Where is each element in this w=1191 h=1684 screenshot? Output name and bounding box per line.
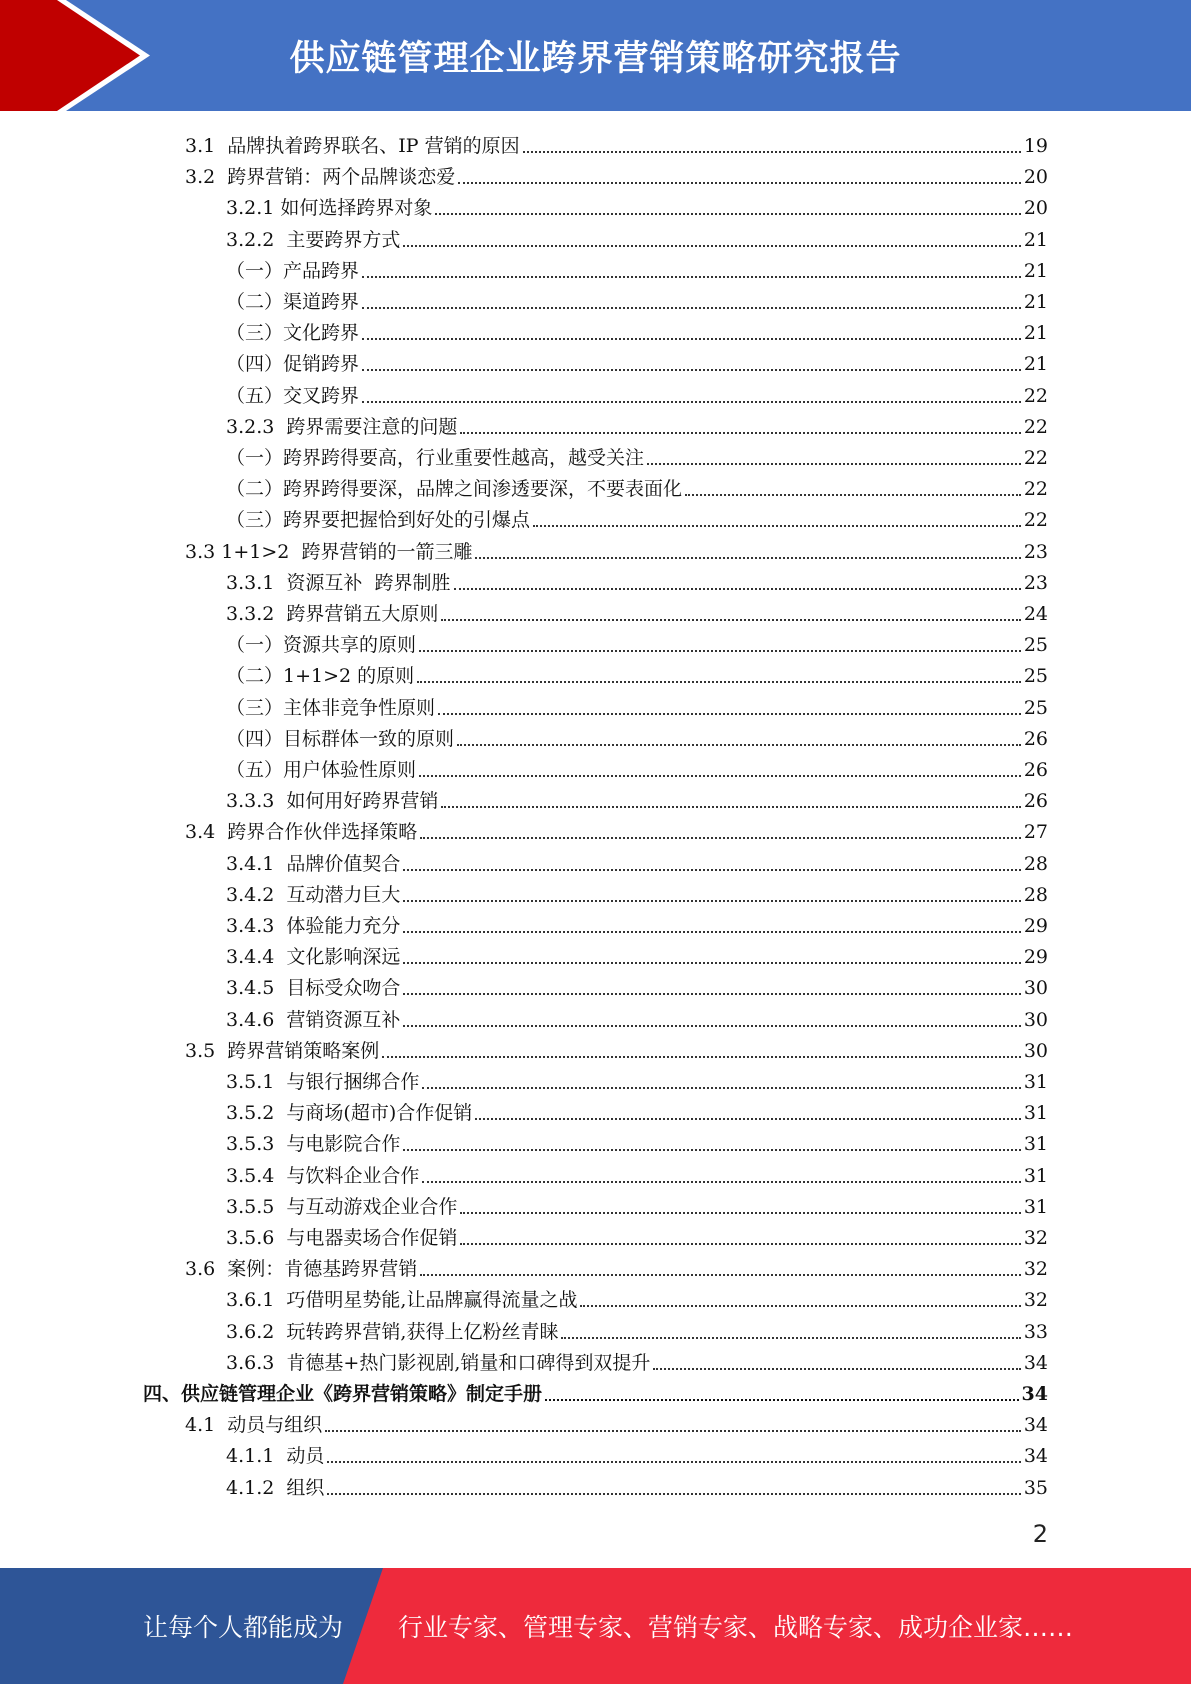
toc-entry-label: 3.2.2 主要跨界方式 (226, 228, 401, 251)
toc-entry-label: 3.5.6 与电器卖场合作促销 (226, 1227, 458, 1249)
footer-slogan-left: 让每个人都能成为 (143, 1613, 344, 1642)
toc-entry-page: 22 (1023, 509, 1048, 532)
toc-entry-label: 3.6 案例：肯德基跨界营销 (185, 1258, 418, 1281)
toc-entry[interactable] (226, 1157, 1048, 1188)
toc-entry-page: 25 (1023, 665, 1048, 688)
toc-dot-leader (419, 650, 1021, 652)
toc-entry[interactable] (143, 1375, 1048, 1406)
toc-entry[interactable] (226, 1219, 1048, 1250)
toc-entry-label: 3.6.1 巧借明星势能,让品牌赢得流量之战 (226, 1289, 578, 1312)
toc-entry-page: 25 (1023, 696, 1048, 719)
page-header (0, 0, 1191, 111)
toc-entry[interactable] (226, 907, 1048, 938)
toc-dot-leader (382, 1056, 1021, 1058)
toc-dot-leader (460, 432, 1020, 434)
toc-entry[interactable] (226, 626, 1048, 657)
toc-entry[interactable] (226, 938, 1048, 969)
toc-entry-page: 24 (1023, 603, 1048, 625)
toc-entry-page: 26 (1023, 759, 1048, 781)
toc-entry-label: （一）资源共享的原则 (226, 634, 417, 657)
toc-entry-label: 3.4.5 目标受众吻合 (226, 977, 401, 1000)
toc-entry-label: 3.5.4 与饮料企业合作 (226, 1164, 420, 1187)
toc-dot-leader (475, 557, 1020, 559)
toc-dot-leader (454, 588, 1021, 590)
toc-entry[interactable] (226, 1125, 1048, 1156)
toc-entry-label: （四）促销跨界 (226, 353, 360, 376)
toc-entry-page: 34 (1023, 1414, 1048, 1437)
toc-entry-page: 33 (1023, 1320, 1048, 1343)
toc-dot-leader (362, 369, 1021, 371)
toc-dot-leader (327, 1493, 1020, 1495)
toc-entry[interactable] (185, 127, 1048, 158)
toc-entry-label: （二）1+1>2 的原则 (226, 665, 415, 688)
toc-dot-leader (422, 1087, 1020, 1089)
toc-dot-leader (422, 1181, 1020, 1183)
toc-entry-page: 22 (1023, 415, 1048, 438)
toc-entry[interactable] (226, 720, 1048, 751)
toc-entry[interactable] (226, 1437, 1048, 1468)
toc-entry-label: 3.5.3 与电影院合作 (226, 1133, 401, 1156)
toc-entry-page: 25 (1023, 634, 1048, 657)
toc-dot-leader (457, 744, 1021, 746)
toc-dot-leader (438, 713, 1021, 715)
toc-entry[interactable] (226, 252, 1048, 283)
toc-entry-page: 22 (1023, 447, 1048, 469)
toc-entry-page: 34 (1021, 1383, 1048, 1405)
toc-entry-page: 21 (1023, 291, 1048, 313)
toc-entry-page: 27 (1023, 821, 1048, 844)
toc-entry-page: 31 (1023, 1071, 1048, 1093)
toc-entry[interactable] (226, 1094, 1048, 1125)
toc-entry-label: 3.2.3 跨界需要注意的问题 (226, 415, 458, 438)
toc-dot-leader (403, 993, 1020, 995)
toc-dot-leader (419, 775, 1021, 777)
toc-entry-page: 19 (1023, 135, 1048, 157)
toc-dot-leader (403, 900, 1020, 902)
toc-entry-label: （二）渠道跨界 (226, 291, 360, 313)
toc-entry-label: 3.1 品牌执着跨界联名、IP 营销的原因 (185, 135, 520, 157)
toc-dot-leader (362, 276, 1021, 278)
toc-entry[interactable] (226, 595, 1048, 626)
toc-entry[interactable] (226, 408, 1048, 439)
toc-entry-page: 28 (1023, 883, 1048, 906)
toc-entry[interactable] (226, 189, 1048, 220)
toc-entry-label: （三）文化跨界 (226, 322, 360, 345)
toc-entry-label: （二）跨界跨得要深，品牌之间渗透要深，不要表面化 (226, 478, 683, 501)
toc-entry-label: 3.6.3 肯德基+热门影视剧,销量和口碑得到双提升 (226, 1351, 651, 1374)
toc-entry-page: 34 (1023, 1445, 1048, 1468)
toc-entry-page: 21 (1023, 259, 1048, 282)
toc-dot-leader (441, 619, 1020, 621)
toc-entry[interactable] (226, 1188, 1048, 1219)
toc-dot-leader (362, 401, 1021, 403)
toc-entry-label: （一）跨界跨得要高，行业重要性越高，越受关注 (226, 447, 645, 469)
toc-dot-leader (327, 1461, 1020, 1463)
toc-entry[interactable] (226, 1001, 1048, 1032)
toc-entry-page: 30 (1023, 1039, 1048, 1062)
toc-entry-page: 30 (1023, 1008, 1048, 1031)
toc-entry-page: 35 (1023, 1476, 1048, 1499)
toc-entry-page: 32 (1023, 1227, 1048, 1249)
toc-entry-page: 20 (1023, 197, 1048, 220)
toc-entry-label: 3.3.2 跨界营销五大原则 (226, 603, 439, 625)
toc-dot-leader (362, 307, 1021, 309)
toc-dot-leader (458, 182, 1021, 184)
toc-entry[interactable] (226, 221, 1048, 252)
toc-entry-page: 21 (1023, 353, 1048, 376)
toc-entry-page: 29 (1023, 915, 1048, 937)
toc-dot-leader (441, 806, 1020, 808)
toc-entry[interactable] (226, 470, 1048, 501)
toc-dot-leader (460, 1212, 1020, 1214)
toc-dot-leader (561, 1337, 1020, 1339)
footer-slogan-right: 行业专家、管理专家、营销专家、战略专家、成功企业家…… (398, 1613, 1074, 1642)
toc-entry-label: 3.4.6 营销资源互补 (226, 1008, 401, 1031)
toc-entry-page: 31 (1023, 1133, 1048, 1156)
toc-entry[interactable] (226, 657, 1048, 688)
page-number: 2 (1032, 1520, 1048, 1548)
toc-entry-label: 3.5.2 与商场(超市)合作促销 (226, 1102, 473, 1125)
toc-entry-label: 3.4.1 品牌价值契合 (226, 852, 401, 875)
toc-entry[interactable] (226, 377, 1048, 408)
toc-entry[interactable] (226, 969, 1048, 1000)
toc-entry-page: 34 (1023, 1351, 1048, 1374)
toc-entry[interactable] (226, 845, 1048, 876)
toc-entry-label: 3.3.1 资源互补 跨界制胜 (226, 571, 451, 594)
toc-dot-leader (403, 869, 1020, 871)
toc-entry-label: 3.4.2 互动潜力巨大 (226, 883, 401, 906)
toc-entry-page: 21 (1023, 322, 1048, 345)
toc-entry[interactable] (185, 158, 1048, 189)
toc-dot-leader (403, 931, 1020, 933)
toc-entry[interactable] (226, 345, 1048, 376)
toc-entry-page: 21 (1023, 228, 1048, 251)
toc-entry-label: （三）跨界要把握恰到好处的引爆点 (226, 509, 531, 532)
toc-dot-leader (403, 962, 1020, 964)
toc-dot-leader (403, 245, 1020, 247)
toc-entry[interactable] (226, 1281, 1048, 1312)
toc-entry-page: 20 (1023, 166, 1048, 189)
toc-entry[interactable] (185, 813, 1048, 844)
toc-entry[interactable] (226, 564, 1048, 595)
toc-entry[interactable] (226, 751, 1048, 782)
toc-entry-page: 28 (1023, 852, 1048, 875)
toc-dot-leader (420, 837, 1021, 839)
toc-dot-leader (475, 1118, 1021, 1120)
toc-entry[interactable] (226, 1063, 1048, 1094)
toc-entry-page: 30 (1023, 977, 1048, 1000)
toc-dot-leader (653, 1368, 1020, 1370)
toc-entry-page: 22 (1023, 384, 1048, 407)
toc-entry-label: （五）交叉跨界 (226, 384, 360, 407)
toc-dot-leader (325, 1430, 1021, 1432)
toc-entry-page: 23 (1023, 540, 1048, 563)
toc-entry[interactable] (226, 1469, 1048, 1500)
toc-entry-page: 26 (1023, 727, 1048, 750)
toc-dot-leader (685, 494, 1021, 496)
toc-entry[interactable] (226, 876, 1048, 907)
header-arrow-decoration (0, 0, 150, 111)
toc-entry-label: 4.1 动员与组织 (185, 1414, 323, 1437)
toc-entry-page: 23 (1023, 571, 1048, 594)
toc-entry-label: 3.4.4 文化影响深远 (226, 946, 401, 969)
toc-entry-label: 3.2 跨界营销：两个品牌谈恋爱 (185, 166, 456, 189)
toc-entry-label: 3.4.3 体验能力充分 (226, 915, 401, 937)
toc-dot-leader (362, 338, 1021, 340)
toc-entry-label: 3.5 跨界营销策略案例 (185, 1039, 380, 1062)
toc-dot-leader (580, 1305, 1020, 1307)
toc-dot-leader (420, 1274, 1021, 1276)
toc-entry[interactable] (226, 439, 1048, 470)
toc-entry[interactable] (226, 1344, 1048, 1375)
toc-entry-label: 4.1.2 组织 (226, 1476, 325, 1499)
toc-entry-page: 32 (1023, 1289, 1048, 1312)
page-footer (0, 1568, 1191, 1684)
toc-entry[interactable] (226, 1313, 1048, 1344)
toc-entry-label: 3.3.3 如何用好跨界营销 (226, 790, 439, 813)
toc-entry-page: 29 (1023, 946, 1048, 969)
toc-entry[interactable] (226, 283, 1048, 314)
toc-entry-label: （一）产品跨界 (226, 259, 360, 282)
toc-entry-page: 31 (1023, 1164, 1048, 1187)
toc-entry-page: 32 (1023, 1258, 1048, 1281)
toc-entry-label: （三）主体非竞争性原则 (226, 696, 436, 719)
toc-entry[interactable] (226, 782, 1048, 813)
toc-dot-leader (647, 463, 1021, 465)
toc-entry[interactable] (185, 533, 1048, 564)
toc-entry-label: 3.3 1+1>2 跨界营销的一箭三雕 (185, 540, 473, 563)
document-title: 供应链管理企业跨界营销策略研究报告 (289, 38, 902, 79)
toc-dot-leader (545, 1399, 1019, 1401)
toc-entry-label: 3.5.5 与互动游戏企业合作 (226, 1195, 458, 1218)
toc-dot-leader (460, 1243, 1020, 1245)
toc-entry-page: 22 (1023, 478, 1048, 501)
toc-entry[interactable] (226, 501, 1048, 532)
toc-dot-leader (403, 1025, 1020, 1027)
toc-dot-leader (403, 1149, 1020, 1151)
toc-entry[interactable] (226, 689, 1048, 720)
toc-entry-label: 四、供应链管理企业《跨界营销策略》制定手册 (143, 1383, 543, 1405)
toc-entry-label: 3.4 跨界合作伙伴选择策略 (185, 821, 418, 844)
toc-dot-leader (435, 213, 1020, 215)
toc-dot-leader (533, 525, 1021, 527)
toc-entry-label: （四）目标群体一致的原则 (226, 727, 455, 750)
toc-entry[interactable] (185, 1032, 1048, 1063)
toc-entry[interactable] (226, 314, 1048, 345)
toc-entry-page: 31 (1023, 1195, 1048, 1218)
toc-entry-label: 3.5.1 与银行捆绑合作 (226, 1071, 420, 1093)
toc-entry[interactable] (185, 1250, 1048, 1281)
toc-entry-page: 26 (1023, 790, 1048, 813)
toc-dot-leader (523, 151, 1021, 153)
toc-entry-label: 3.6.2 玩转跨界营销,获得上亿粉丝青睐 (226, 1320, 559, 1343)
toc-entry[interactable] (185, 1406, 1048, 1437)
toc-entry-page: 31 (1023, 1102, 1048, 1125)
toc-entry-label: 3.2.1 如何选择跨界对象 (226, 197, 433, 220)
toc-dot-leader (417, 681, 1021, 683)
toc-entry-label: 4.1.1 动员 (226, 1445, 325, 1468)
toc-entry-label: （五）用户体验性原则 (226, 759, 417, 781)
